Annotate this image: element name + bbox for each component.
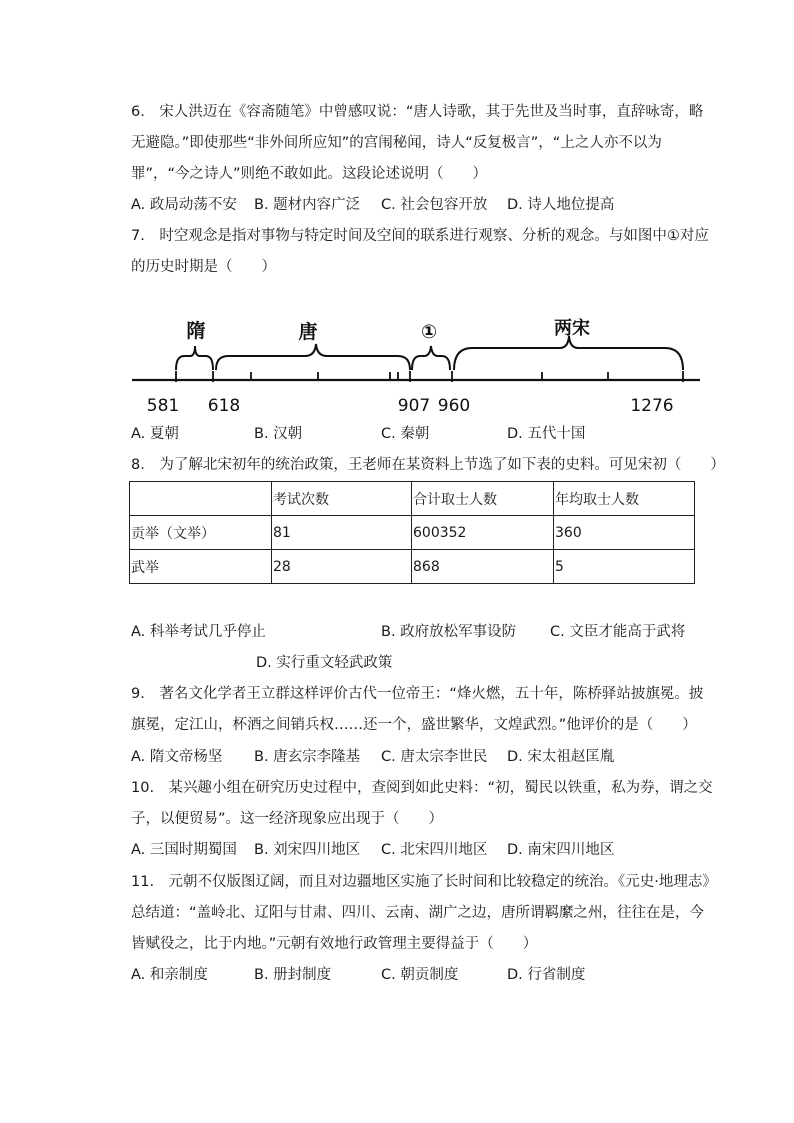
year-1276: 1276 <box>630 396 674 416</box>
brace-marker <box>412 346 450 370</box>
label-tang: 唐 <box>298 321 318 343</box>
table-cell: 28 <box>272 550 412 584</box>
q6-option-b[interactable]: B. 题材内容广泛 <box>254 197 361 213</box>
q10-option-d[interactable]: D. 南宋四川地区 <box>507 842 615 858</box>
q7-stem-line2: 的历史时期是（ ） <box>131 259 276 275</box>
year-960: 960 <box>437 396 471 416</box>
table-cell: 5 <box>554 550 695 584</box>
q9-option-a[interactable]: A. 隋文帝杨坚 <box>131 749 223 765</box>
table-row <box>130 550 695 584</box>
q7-option-b[interactable]: B. 汉朝 <box>254 426 303 442</box>
q6-option-a[interactable]: A. 政局动荡不安 <box>131 197 237 213</box>
year-907: 907 <box>397 396 431 416</box>
q11-option-d[interactable]: D. 行省制度 <box>507 967 586 983</box>
table-header-cell: 考试次数 <box>272 482 412 516</box>
q10-option-b[interactable]: B. 刘宋四川地区 <box>254 842 361 858</box>
table-cell: 贡举（文举） <box>130 516 272 550</box>
q11-stem-line1: 11. 元朝不仅版图辽阔，而且对边疆地区实施了长时间和比较稳定的统治。《元史·地理志》 <box>131 874 717 890</box>
q6-option-c[interactable]: C. 社会包容开放 <box>381 197 488 213</box>
q9-option-b[interactable]: B. 唐玄宗李隆基 <box>254 749 361 765</box>
q9-option-c[interactable]: C. 唐太宗李世民 <box>381 749 488 765</box>
q8-option-c[interactable]: C. 文臣才能高于武将 <box>550 624 686 640</box>
brace-liangsong <box>454 336 683 370</box>
q8-stem-line1: 8. 为了解北宋初年的统治政策，王老师在某资料上节选了如下表的史料。可见宋初（ ） <box>131 457 725 473</box>
q7-option-a[interactable]: A. 夏朝 <box>131 426 179 442</box>
table-cell: 武举 <box>130 550 272 584</box>
q7-stem-line1: 7. 时空观念是指对事物与特定时间及空间的联系进行观察、分析的观念。与如图中①对应 <box>131 228 709 244</box>
q7-option-d[interactable]: D. 五代十国 <box>507 426 586 442</box>
q6-stem-line2: 无避隐。”即使那些“非外间所应知”的宫闱秘闻，诗人“反复极言”，“上之人亦不以为 <box>131 135 662 151</box>
table-header-cell: 年均取士人数 <box>554 482 695 516</box>
q7-option-c[interactable]: C. 秦朝 <box>381 426 430 442</box>
table-cell: 81 <box>272 516 412 550</box>
label-liangsong: 两宋 <box>554 318 590 339</box>
q11-stem-line2: 总结道：“盖岭北、辽阳与甘肃、四川、云南、湖广之边，唐所谓羁縻之州，往往在是，今 <box>131 905 705 921</box>
table-cell: 868 <box>412 550 554 584</box>
table-header-row <box>130 482 695 516</box>
brace-sui <box>176 346 213 370</box>
q10-stem-line2: 子，以便贸易”。这一经济现象应出现于（ ） <box>131 811 444 827</box>
q8-data-table <box>129 481 695 584</box>
q11-option-b[interactable]: B. 册封制度 <box>254 967 332 983</box>
label-marker: ① <box>420 321 438 343</box>
q6-stem-line1: 6. 宋人洪迈在《容斋随笔》中曾感叹说：“唐人诗歌，其于先世及当时事，直辞咏寄，略 <box>131 104 704 120</box>
table-header-cell <box>130 482 272 516</box>
timeline-figure <box>120 310 710 420</box>
q8-option-a[interactable]: A. 科举考试几乎停止 <box>131 624 266 640</box>
brace-tang <box>216 344 410 370</box>
q10-option-c[interactable]: C. 北宋四川地区 <box>381 842 488 858</box>
table-cell: 360 <box>554 516 695 550</box>
table-row <box>130 516 695 550</box>
q9-stem-line1: 9. 著名文化学者王立群这样评价古代一位帝王：“烽火燃，五十年，陈桥驿站披旗冕。披 <box>131 686 704 702</box>
q8-option-d[interactable]: D. 实行重文轻武政策 <box>256 655 393 671</box>
q10-option-a[interactable]: A. 三国时期蜀国 <box>131 842 237 858</box>
q10-stem-line1: 10. 某兴趣小组在研究历史过程中，查阅到如此史料：“初，蜀民以铁重，私为券，谓之交 <box>131 780 713 796</box>
q6-stem-line3: 罪”，“今之诗人”则绝不敢如此。这段论述说明（ ） <box>131 166 488 182</box>
table-cell: 600352 <box>412 516 554 550</box>
q8-option-b[interactable]: B. 政府放松军事设防 <box>381 624 517 640</box>
year-581: 581 <box>146 396 180 416</box>
year-618: 618 <box>207 396 241 416</box>
q9-option-d[interactable]: D. 宋太祖赵匡胤 <box>507 749 615 765</box>
q6-option-d[interactable]: D. 诗人地位提高 <box>507 197 615 213</box>
q11-option-a[interactable]: A. 和亲制度 <box>131 967 208 983</box>
q11-stem-line3: 皆赋役之，比于内地。”元朝有效地行政管理主要得益于（ ） <box>131 936 538 952</box>
q11-option-c[interactable]: C. 朝贡制度 <box>381 967 459 983</box>
q9-stem-line2: 旗冕，定江山，杯酒之间销兵权……还一个，盛世繁华，文煌武烈。”他评价的是（ ） <box>131 717 697 733</box>
table-header-cell: 合计取士人数 <box>412 482 554 516</box>
label-sui: 隋 <box>186 320 206 342</box>
